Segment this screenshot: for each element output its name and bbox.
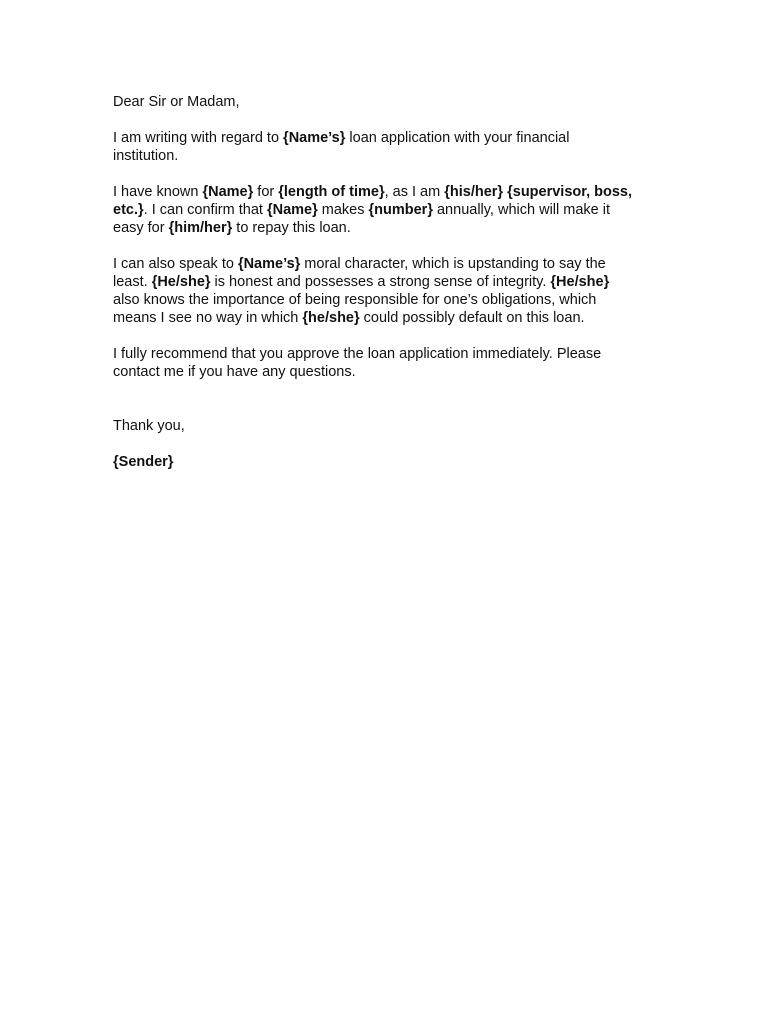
placeholder-role-continued: etc.} [113,202,144,218]
text-run: annually, which will make it [432,202,610,218]
placeholder-his-her: {his/her} [444,184,504,200]
closing: Thank you, [113,418,185,434]
paragraph-recommendation-line-1: I fully recommend that you approve the loan application immediately. Please [113,346,602,362]
paragraph-character-line-4 [113,309,658,327]
paragraph-relationship-line-2 [113,201,658,219]
text-run: least. [113,274,152,290]
text-run: loan application with your financial [345,130,570,146]
placeholder-he-she: {He/she} [550,274,610,290]
placeholder-number: {number} [368,202,433,218]
placeholder-him-her: {him/her} [168,220,233,236]
paragraph-recommendation [113,345,658,381]
text-run: easy for [113,220,169,236]
placeholder-name-possessive: {Name’s} [237,256,301,272]
text-run: . I can confirm that [143,202,267,218]
paragraph-relationship-line-1 [113,183,658,201]
paragraph-intro-line-2: institution. [113,148,179,164]
text-run: means I see no way in which [113,310,303,326]
placeholder-he-she: {He/she} [151,274,211,290]
text-run: , as I am [384,184,445,200]
text-run: to repay this loan. [232,220,351,236]
placeholder-length-of-time: {length of time} [278,184,385,200]
placeholder-he-she: {he/she} [302,310,360,326]
text-run: for [253,184,279,200]
text-run: I have known [113,184,203,200]
paragraph-character-line-1 [113,255,658,273]
paragraph-intro [113,129,658,165]
paragraph-character [113,255,658,327]
salutation: Dear Sir or Madam, [113,94,240,110]
placeholder-name: {Name} [266,202,318,218]
placeholder-role: {supervisor, boss, [507,184,633,200]
text-run: moral character, which is upstanding to say the [300,256,606,272]
paragraph-relationship [113,183,658,237]
text-run: is honest and possesses a strong sense of integrity. [210,274,551,290]
paragraph-relationship-line-3 [113,219,658,237]
sender-signature: {Sender} [113,454,174,470]
paragraph-character-line-3: also knows the importance of being responsible for one’s obligations, which [113,292,597,308]
text-run: I can also speak to [113,256,238,272]
text-run: could possibly default on this loan. [359,310,585,326]
letter-body [113,93,658,489]
placeholder-name: {Name} [202,184,254,200]
paragraph-intro-line-1 [113,129,658,147]
paragraph-character-line-2 [113,273,658,291]
text-run: I am writing with regard to [113,130,284,146]
paragraph-recommendation-line-2: contact me if you have any questions. [113,364,356,380]
placeholder-name-possessive: {Name’s} [283,130,346,146]
text-run: makes [317,202,369,218]
